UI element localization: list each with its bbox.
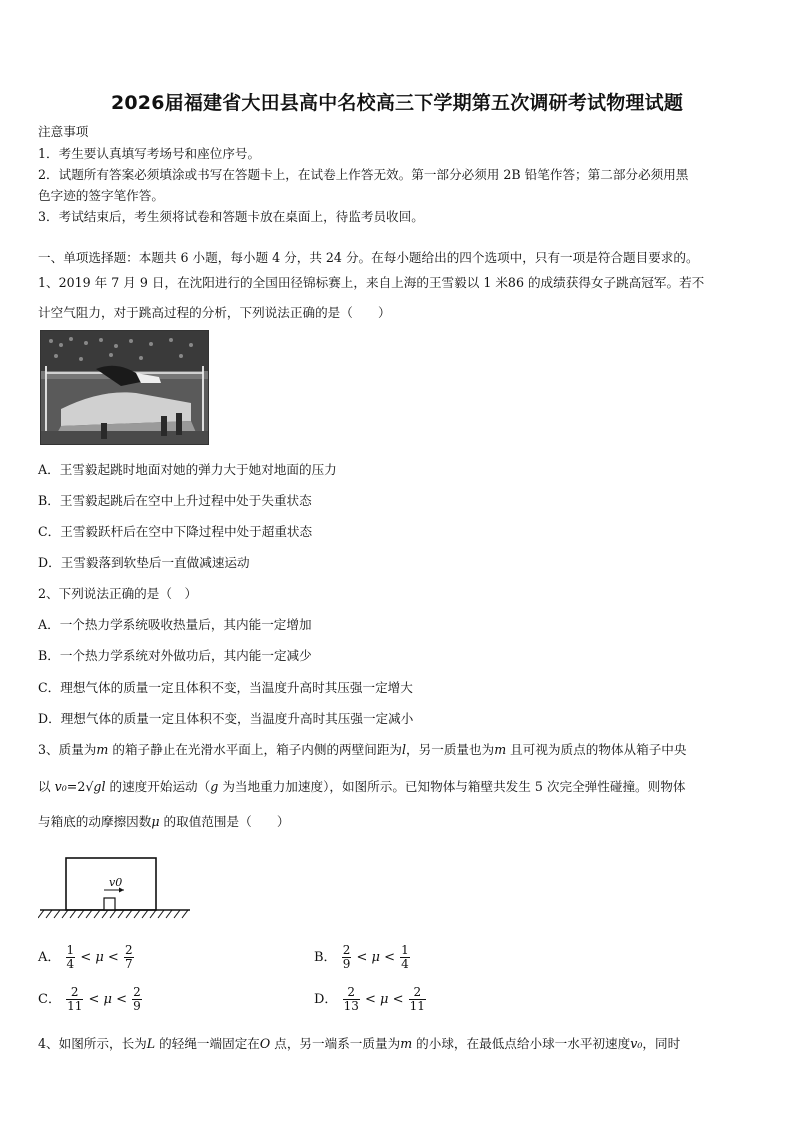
- section-heading: 一、单项选择题：本题共 6 小题，每小题 4 分，共 24 分。在每小题给出的四个选项中，只有一项是符合题目要求的。: [38, 250, 699, 265]
- q3-option-d: D． $\frac{2}{13}$ < μ < $\frac{2}{11}$: [314, 985, 425, 1013]
- q1-stem-line1: 1、2019 年 7 月 9 日，在沈阳进行的全国田径锦标赛上，来自上海的王雪毅以 1 米86 的成绩获得女子跳高冠军。若不: [38, 275, 705, 290]
- notice-item-3: 3．考试结束后，考生须将试卷和答题卡放在桌面上，待监考员收回。: [38, 209, 424, 224]
- q2-option-b: B．一个热力学系统对外做功后，其内能一定减少: [38, 648, 312, 663]
- q1-option-d: D．王雪毅落到软垫后一直做减速运动: [38, 555, 250, 570]
- notice-item-2-cont: 色字迹的签字笔作答。: [38, 188, 164, 203]
- exam-title: 2026届福建省大田县高中名校高三下学期第五次调研考试物理试题: [110, 92, 684, 114]
- q3-option-b: B． $\frac{2}{9}$ < μ < $\frac{1}{4}$: [314, 943, 409, 971]
- high-jump-photo: [40, 330, 209, 445]
- box-diagram: [38, 850, 198, 930]
- q1-option-b: B．王雪毅起跳后在空中上升过程中处于失重状态: [38, 493, 312, 508]
- q1-option-a: A．王雪毅起跳时地面对她的弹力大于她对地面的压力: [38, 462, 337, 477]
- q3-stem-line2: 以 v₀=2√gl 的速度开始运动（g 为当地重力加速度），如图所示。已知物体与箱壁共发生 5 次完全弹性碰撞。则物体: [38, 779, 686, 794]
- notice-item-1: 1．考生要认真填写考场号和座位序号。: [38, 146, 261, 161]
- velocity-label: v0: [109, 876, 123, 889]
- q1-stem-line2: 计空气阻力，对于跳高过程的分析，下列说法正确的是（ ）: [38, 305, 391, 320]
- q2-option-d: D．理想气体的质量一定且体积不变，当温度升高时其压强一定减小: [38, 711, 414, 726]
- notice-item-2: 2．试题所有答案必须填涂或书写在答题卡上，在试卷上作答无效。第一部分必须用 2B 铅笔作答；第二部分必须用黑: [38, 167, 689, 182]
- q2-option-a: A．一个热力学系统吸收热量后，其内能一定增加: [38, 617, 312, 632]
- q4-stem: 4、如图所示，长为L 的轻绳一端固定在O 点，另一端系一质量为m 的小球，在最低点给小球一水平初速度v₀，同时: [38, 1036, 681, 1051]
- q2-option-c: C．理想气体的质量一定且体积不变，当温度升高时其压强一定增大: [38, 680, 413, 695]
- q1-option-c: C．王雪毅跃杆后在空中下降过程中处于超重状态: [38, 524, 313, 539]
- q3-stem-line3: 与箱底的动摩擦因数μ 的取值范围是（ ）: [38, 814, 290, 829]
- notice-heading: 注意事项: [38, 124, 89, 139]
- q2-stem: 2、下列说法正确的是（ ）: [38, 586, 198, 601]
- q3-stem-line1: 3、质量为m 的箱子静止在光滑水平面上，箱子内侧的两壁间距为l，另一质量也为m 且可视为质点的物体从箱子中央: [38, 742, 687, 757]
- q3-option-c: C． $\frac{2}{11}$ < μ < $\frac{2}{9}$: [38, 985, 141, 1013]
- q3-option-a: A． $\frac{1}{4}$ < μ < $\frac{2}{7}$: [38, 943, 133, 971]
